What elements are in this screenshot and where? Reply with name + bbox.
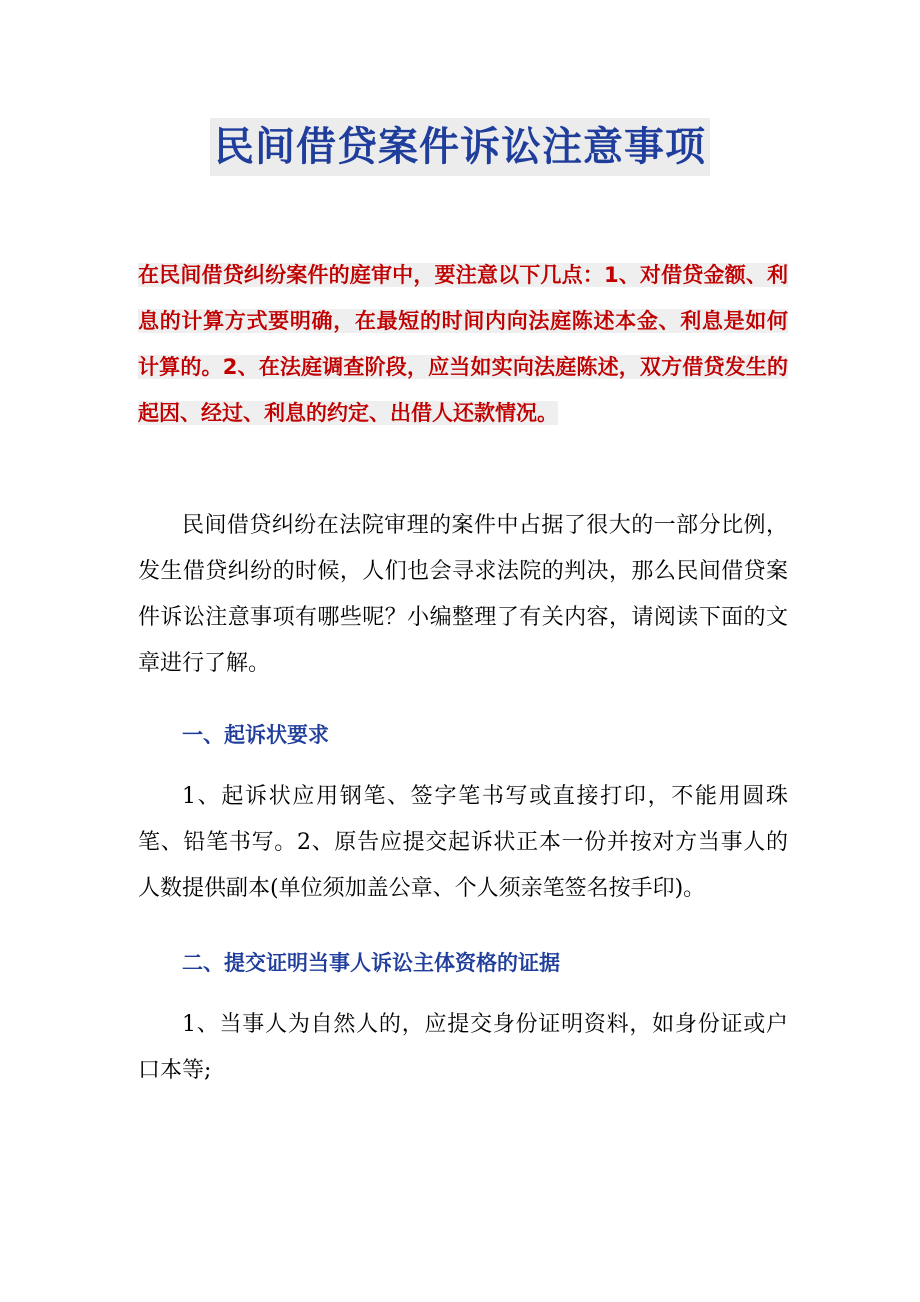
- section-text-1: 1、起诉状应用钢笔、签字笔书写或直接打印，不能用圆珠笔、铅笔书写。2、原告应提交起诉状正本一份并按对方当事人的人数提供副本(单位须加盖公章、个人须亲笔签名按手印)。: [138, 784, 788, 901]
- intro-paragraph: 民间借贷纠纷在法院审理的案件中占据了很大的一部分比例，发生借贷纠纷的时候，人们也会寻求法院的判决，那么民间借贷案件诉讼注意事项有哪些呢？小编整理了有关内容，请阅读下面的文章进行了解。: [138, 513, 788, 676]
- section-heading-2: 二、提交证明当事人诉讼主体资格的证据: [182, 951, 560, 975]
- summary-text: 在民间借贷纠纷案件的庭审中，要注意以下几点：1、对借贷金额、利息的计算方式要明确，在最短的时间内向法庭陈述本金、利息是如何计算的。2、在法庭调查阶段，应当如实向法庭陈述，双方借贷发生的起因、经过、利息的约定、出借人还款情况。: [138, 263, 788, 425]
- document-title: [0, 118, 920, 176]
- document-title-text: 民间借贷案件诉讼注意事项: [210, 118, 710, 176]
- section-heading-1: 一、起诉状要求: [182, 723, 329, 747]
- summary-paragraph: [138, 252, 788, 436]
- section-text-2: 1、当事人为自然人的，应提交身份证明资料，如身份证或户口本等;: [138, 1012, 788, 1083]
